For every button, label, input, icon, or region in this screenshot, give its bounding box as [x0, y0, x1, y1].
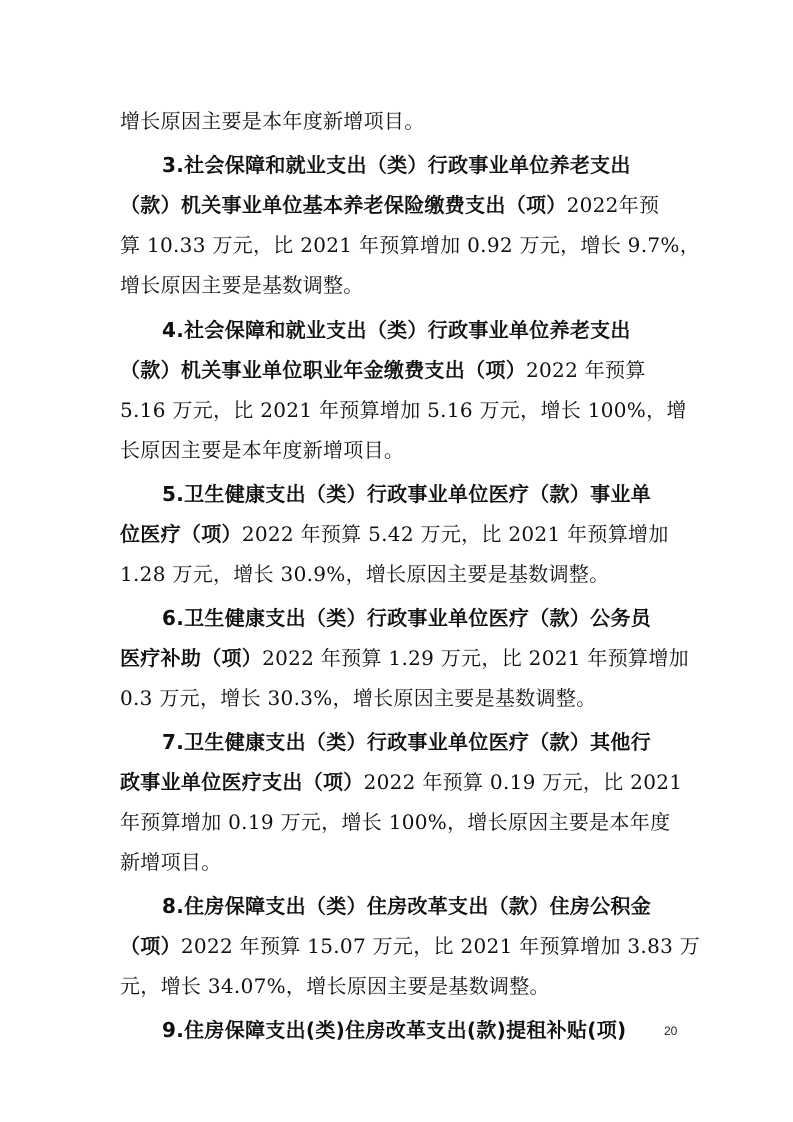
paragraph-line: 元，增长 34.07%，增长原因主要是基数调整。: [120, 974, 550, 998]
paragraph-line: 长原因主要是本年度新增项目。: [120, 438, 405, 462]
item-5-heading-line: 5.卫生健康支出（类）行政事业单位医疗（款）事业单: [162, 482, 652, 506]
item-4-heading-line: 4.社会保障和就业支出（类）行政事业单位养老支出: [162, 318, 631, 342]
paragraph-line: 算 10.33 万元，比 2021 年预算增加 0.92 万元，增长 9.7%，: [120, 233, 700, 257]
item-7-heading-line: 7.卫生健康支出（类）行政事业单位医疗（款）其他行: [162, 730, 652, 754]
paragraph-line: 增长原因主要是基数调整。: [120, 273, 364, 297]
page-number: 20: [664, 1024, 678, 1038]
paragraph-line: 位医疗（项）2022 年预算 5.42 万元，比 2021 年预算增加: [120, 522, 669, 546]
paragraph-line: 5.16 万元，比 2021 年预算增加 5.16 万元，增长 100%，增: [120, 398, 687, 422]
paragraph-line: 政事业单位医疗支出（项）2022 年预算 0.19 万元，比 2021: [120, 770, 683, 794]
item-8-heading-line: 8.住房保障支出（类）住房改革支出（款）住房公积金: [162, 894, 652, 918]
paragraph-line: （款）机关事业单位职业年金缴费支出（项）2022 年预算: [120, 358, 646, 382]
item-3-heading-line: 3.社会保障和就业支出（类）行政事业单位养老支出: [162, 153, 631, 177]
paragraph-line: 新增项目。: [120, 850, 222, 874]
paragraph-line: 年预算增加 0.19 万元，增长 100%，增长原因主要是本年度: [120, 810, 671, 834]
paragraph-line: 医疗补助（项）2022 年预算 1.29 万元，比 2021 年预算增加: [120, 646, 689, 670]
paragraph-line: （款）机关事业单位基本养老保险缴费支出（项）2022年预: [120, 193, 660, 217]
item-9-heading-line: 9.住房保障支出(类)住房改革支出(款)提租补贴(项): [162, 1018, 627, 1042]
item-6-heading-line: 6.卫生健康支出（类）行政事业单位医疗（款）公务员: [162, 606, 652, 630]
paragraph-line: 1.28 万元，增长 30.9%，增长原因主要是基数调整。: [120, 562, 610, 586]
paragraph-line: （项）2022 年预算 15.07 万元，比 2021 年预算增加 3.83 万: [120, 934, 701, 958]
paragraph-line: 0.3 万元，增长 30.3%，增长原因主要是基数调整。: [120, 686, 597, 710]
paragraph-line: 增长原因主要是本年度新增项目。: [120, 109, 425, 133]
